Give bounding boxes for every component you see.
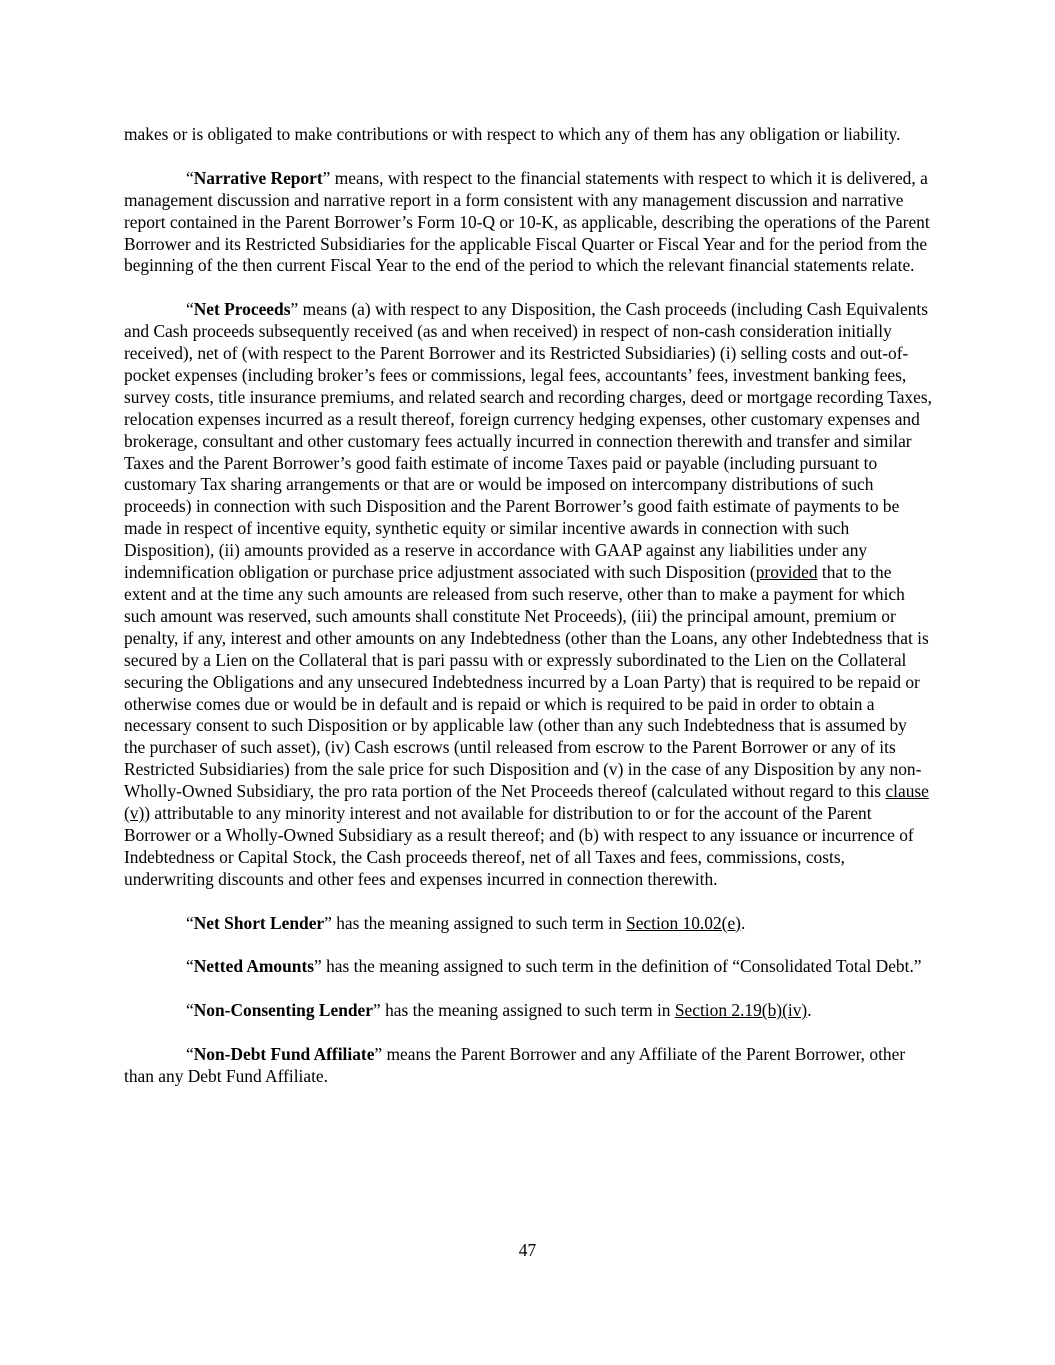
definition-end: . — [740, 912, 746, 933]
document-page — [124, 124, 932, 1110]
clause-v-reference: clause (v) — [124, 781, 929, 824]
open-quote: “ — [186, 1000, 194, 1021]
defined-term: Non-Consenting Lender — [193, 1000, 373, 1021]
definition-text: means (a) with respect to any Disposition, the Cash proceeds (including Cash Equivalents and Cash proceeds subsequently received (as and when received) in respect of non-cash consideration initially received), net of (with respect to the Parent Borrower and its Restricted Subsidiaries) (i) selling costs and out-of-pocket expenses (including broker’s fees or commissions, legal fees, accountants’ fees, investment banking fees, survey costs, title insurance premiums, and related search and recording charges, deed or mortgage recording Taxes, relocation expenses incurred as a result thereof, foreign currency hedging expenses, other customary expenses and brokerage, consultant and other customary fees actually incurred in connection therewith and transfer and similar Taxes and the Parent Borrower’s good faith estimate of income Taxes paid or payable (including pursuant to customary Tax sharing arrangements or that are or would be imposed on intercompany distributions of such proceeds) in connection with such Disposition and the Parent Borrower’s good faith estimate of payments to be made in respect of incentive equity, synthetic equity or similar incentive awards in connection with such Disposition), (ii) amounts provided as a reserve in accordance with GAAP against any liabilities under any indemnification obligation or purchase price adjustment associated with such Disposition ( — [124, 299, 932, 583]
definition-text: means the Parent Borrower and any Affiliate of the Parent Borrower, other than any Debt Fund Affiliate. — [124, 1043, 906, 1086]
defined-term: Non-Debt Fund Affiliate — [193, 1043, 375, 1064]
definition-net-short-lender — [124, 913, 932, 935]
definition-netted-amounts — [124, 956, 932, 978]
open-quote: “ — [186, 956, 194, 977]
defined-term: Narrative Report — [193, 167, 323, 188]
open-quote: “ — [186, 912, 194, 933]
defined-term: Net Short Lender — [193, 912, 325, 933]
definition-text: that to the extent and at the time any such amounts are released from such reserve, other than to make a payment for which such amount was reserved, such amounts shall constitute Net Proceeds), (iii) the principal amount, premium or penalty, if any, interest and other amounts on any Indebtedness (other than the Loans, any other Indebtedness that is secured by a Lien on the Collateral that is pari passu with or expressly subordinated to the Lien on the Collateral securing the Obligations and any unsecured Indebtedness incurred by a Loan Party) that is required to be repaid or otherwise comes due or would be in default and is repaid or which is required to be paid in order to obtain a necessary consent to such Disposition or by applicable law (other than any such Indebtedness that is assumed by the purchaser of such asset), (iv) Cash escrows (until released from escrow to the Parent Borrower or any of its Restricted Subsidiaries) from the sale price for such Disposition and (v) in the case of any Disposition by any non-Wholly-Owned Subsidiary, the pro rata portion of the Net Proceeds thereof (calculated without regard to this — [124, 562, 929, 802]
close-quote: ” — [374, 1043, 383, 1064]
close-quote: ” — [322, 167, 331, 188]
definition-narrative-report — [124, 168, 932, 278]
close-quote: ” — [324, 912, 332, 933]
definition-text: means, with respect to the financial statements with respect to which it is delivered, a management discussion and narrative report in a form consistent with any management discussion and narrative report contained in the Parent Borrower’s Form 10-Q or 10-K, as applicable, describing the operations of the Parent Borrower and its Restricted Subsidiaries for the applicable Fiscal Quarter or Fiscal Year and for the period from the beginning of the then current Fiscal Year to the end of the period to which the relevant financial statements relate. — [124, 167, 930, 276]
open-quote: “ — [186, 299, 194, 320]
open-quote: “ — [186, 1043, 194, 1064]
open-quote: “ — [186, 167, 194, 188]
section-reference: Section 10.02(e) — [626, 912, 741, 933]
defined-term: Netted Amounts — [193, 956, 315, 977]
page-number: 47 — [518, 1240, 537, 1260]
close-quote: ” — [314, 956, 322, 977]
defined-term: Net Proceeds — [193, 299, 291, 320]
underlined-provided: provided — [755, 562, 818, 583]
definition-text: has the meaning assigned to such term in — [331, 912, 627, 933]
definition-non-debt-fund-affiliate — [124, 1044, 932, 1088]
section-reference: Section 2.19(b)(iv) — [674, 1000, 808, 1021]
close-quote: ” — [290, 299, 299, 320]
definition-end: . — [807, 1000, 812, 1021]
definition-text: has the meaning assigned to such term in — [380, 1000, 675, 1021]
definition-text: ) attributable to any minority interest and not available for distribution to or for the account of the Parent Borrower or a Wholly-Owned Subsidiary as a result thereof; and (b) with respect to any issuance or incurrence of Indebtedness or Capital Stock, the Cash proceeds thereof, net of all Taxes and fees, commissions, costs, underwriting discounts and other fees and expenses incurred in connection therewith. — [124, 803, 914, 889]
continuation-paragraph — [124, 124, 932, 146]
definition-text: has the meaning assigned to such term in the definition of “Consolidated Total Debt.” — [321, 956, 922, 977]
continuation-text: makes or is obligated to make contributions or with respect to which any of them has any obligation or liability. — [124, 124, 901, 144]
definition-non-consenting-lender — [124, 1000, 932, 1022]
definition-net-proceeds — [124, 299, 932, 890]
close-quote: ” — [372, 1000, 381, 1021]
